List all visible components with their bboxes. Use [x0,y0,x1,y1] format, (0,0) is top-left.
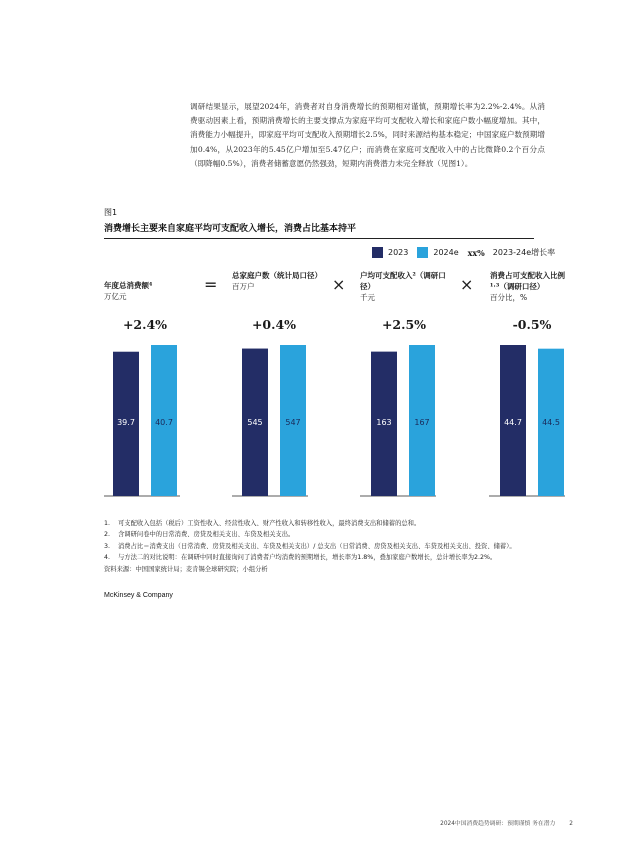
footnote-number: 2. [104,531,111,539]
footer-title: 2024中国消费趋势调研：预期谨慎 务在潜力 [440,821,556,827]
bar-value-label: 44.7 [504,418,522,427]
times-operator: × [332,275,346,294]
bar-value-label: 44.5 [542,418,560,427]
group-unit: 千元 [360,293,375,302]
group-unit: 万亿元 [104,292,127,301]
footnote-text: 可支配收入包括（税后）工资性收入、经营性收入、财产性收入和转移性收入，最终消费支出和储蓄的总和。 [118,520,421,527]
growth-rate-income: +2.5% [381,317,427,332]
equals-operator: = [204,275,218,294]
group-title: 年度总消费额⁴ [104,281,153,290]
bar-value-label: 167 [414,418,430,427]
group-unit: 百分比，% [490,293,528,302]
figure-title: 消费增长主要来自家庭平均可支配收入增长，消费占比基本持平 [104,224,357,234]
footnote [104,518,554,529]
growth-rate-total-consumption: +2.4% [122,317,168,332]
bar-value-label: 545 [247,418,263,427]
bar-value-label: 547 [285,418,301,427]
bar-value-label: 163 [376,418,392,427]
footnote-number: 3. [104,542,111,550]
footnote [104,529,554,540]
group-title: 消费占可支配收入比例¹˒³（调研口径） [490,271,565,291]
intro-paragraph: 调研结果显示，展望2024年，消费者对自身消费增长的预期相对谨慎，预期增长率为2.2%-2.4%。从消费驱动因素上看，预期消费增长的主要支撑点为家庭平均可支配收入增长和家庭户数小幅度增加。其中，消费能力小幅提升，即家庭平均可支配收入预期增长2.5%，同时来源结构基本稳定；中国家庭户数预期增加0.4%，从2023年的5.45亿户增加至5.47亿户；而消费在家庭可支配收入中的占比微降0.2个百分点（即降幅0.5%），消费者储蓄意愿仍然强劲，短期内消费潜力未完全释放（见图1）。 [190,102,545,168]
page-footer [440,818,573,827]
times-operator: × [460,275,474,294]
legend-pct-label: 2023-24e增长率 [492,248,556,257]
growth-rate-households: +0.4% [251,317,297,332]
group-unit: 百万户 [232,282,255,291]
footnote-text: 消费占比＝消费支出（日常消费、房贷及相关支出、车贷及相关支出）/ 总支出（日常消费、房贷及相关支出、车贷及相关支出、投资、储蓄）。 [118,542,516,550]
footnote [104,552,554,563]
bar-value-label: 40.7 [155,418,173,427]
group-title: 总家庭户数（统计局口径） [232,271,322,280]
legend-label-2023: 2023 [388,248,409,257]
footnote-number: 4. [104,554,111,562]
footnote [104,541,554,552]
legend-pct-marker: xx% [467,247,485,258]
growth-rate-consumption-ratio: -0.5% [512,317,552,332]
bar-value-label: 39.7 [117,418,135,427]
page-number: 2 [569,821,573,827]
brand-name: McKinsey & Company [104,592,173,599]
legend-label-2024e: 2024e [433,248,459,257]
footnote-text: 含调研问卷中的日常消费、房贷及相关支出、车贷及相关支出。 [118,531,295,539]
footnote-number: 1. [104,520,111,527]
footnotes [104,518,554,575]
group-title: 户均可支配收入²（调研口径） [360,271,446,291]
source-note: 资料来源：中国国家统计局；麦肯锡全球研究院；小组分析 [104,565,268,573]
figure-label: 图1 [104,208,118,217]
footnote-text: 与方法二的对比说明：在调研中同时直接询问了消费者户均消费的预期增长，增长率为1.8%，叠加家庭户数增长，总计增长率为2.2%。 [118,554,497,562]
